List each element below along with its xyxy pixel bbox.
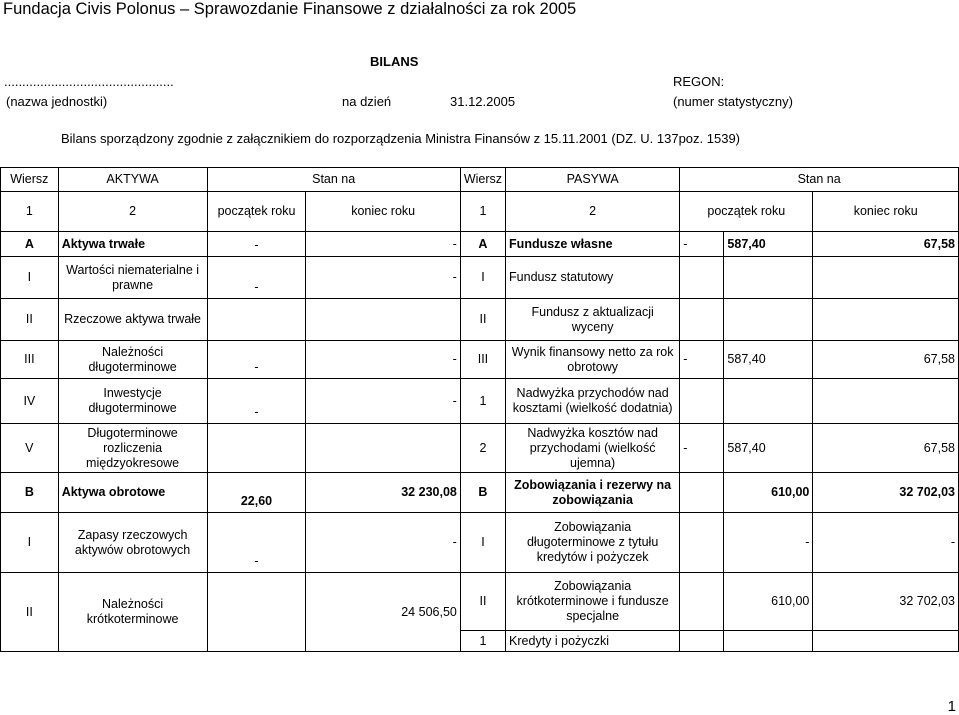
liability-start-value: -	[680, 424, 724, 473]
liability-mid-value: 587,40	[724, 232, 813, 257]
liability-end-value: 67,58	[813, 424, 959, 473]
asset-start-value: 22,60	[207, 473, 306, 513]
col-num-2: 2	[58, 192, 207, 232]
liability-mid-value: 587,40	[724, 424, 813, 473]
row-num: II	[460, 573, 505, 631]
liability-start-value	[680, 573, 724, 631]
col-aktywa: AKTYWA	[58, 168, 207, 192]
row-num: B	[460, 473, 505, 513]
liability-mid-value: 610,00	[724, 573, 813, 631]
liability-start-value	[680, 513, 724, 573]
liability-name: Wynik finansowy netto za rok obrotowy	[506, 341, 680, 379]
liability-start-value: -	[680, 232, 724, 257]
asset-name: Zapasy rzeczowych aktywów obrotowych	[58, 513, 207, 573]
row-num: I	[1, 257, 59, 299]
table-row	[1, 513, 959, 573]
table-row	[1, 473, 959, 513]
row-num: III	[1, 341, 59, 379]
row-num: B	[1, 473, 59, 513]
liability-mid-value	[724, 257, 813, 299]
liability-end-value: 67,58	[813, 341, 959, 379]
table-row	[1, 341, 959, 379]
asset-end-value: 32 230,08	[306, 473, 460, 513]
liability-end-value: 67,58	[813, 232, 959, 257]
row-num: V	[1, 424, 59, 473]
table-row	[1, 299, 959, 341]
liability-start-value	[680, 379, 724, 424]
col-num-5: 2	[506, 192, 680, 232]
row-num: 2	[460, 424, 505, 473]
liability-end-value: -	[813, 513, 959, 573]
liability-start-value	[680, 257, 724, 299]
asset-end-value: 24 506,50	[306, 573, 460, 652]
col-poczatek-2: początek roku	[680, 192, 813, 232]
bilans-heading: BILANS	[370, 54, 419, 69]
document-title: Fundacja Civis Polonus – Sprawozdanie Finansowe z działalności za rok 2005	[3, 0, 577, 18]
liability-start-value	[680, 631, 724, 652]
asset-end-value: -	[306, 232, 460, 257]
header-row-2	[1, 192, 959, 232]
regon-label: REGON:	[673, 74, 725, 89]
asset-start-value: -	[207, 232, 306, 257]
col-num-4: 1	[460, 192, 505, 232]
liability-start-value	[680, 473, 724, 513]
row-num: A	[1, 232, 59, 257]
asset-start-value: -	[207, 341, 306, 379]
asset-end-value: -	[306, 341, 460, 379]
col-wiersz: Wiersz	[1, 168, 59, 192]
liability-end-value	[813, 379, 959, 424]
asset-name: Wartości niematerialne i prawne	[58, 257, 207, 299]
row-num: I	[460, 513, 505, 573]
na-dzien-label: na dzień	[342, 94, 392, 109]
asset-name: Należności krótkoterminowe	[58, 573, 207, 652]
unit-name-caption: (nazwa jednostki)	[6, 94, 108, 109]
col-koniec: koniec roku	[306, 192, 460, 232]
liability-end-value	[813, 299, 959, 341]
asset-start-value	[207, 573, 306, 652]
liability-end-value: 32 702,03	[813, 473, 959, 513]
col-pasywa: PASYWA	[506, 168, 680, 192]
asset-start-value: -	[207, 257, 306, 299]
row-num: A	[460, 232, 505, 257]
liability-end-value	[813, 257, 959, 299]
asset-end-value: -	[306, 257, 460, 299]
col-koniec-2: koniec roku	[813, 192, 959, 232]
liability-name: Zobowiązania długoterminowe z tytułu kredytów i pożyczek	[506, 513, 680, 573]
col-wiersz-2: Wiersz	[460, 168, 505, 192]
asset-name: Rzeczowe aktywa trwałe	[58, 299, 207, 341]
unit-name-dots: ...............................................	[4, 74, 174, 89]
liability-mid-value	[724, 299, 813, 341]
liability-name: Kredyty i pożyczki	[506, 631, 680, 652]
asset-end-value	[306, 299, 460, 341]
liability-mid-value: 587,40	[724, 341, 813, 379]
asset-start-value: -	[207, 379, 306, 424]
table-row	[1, 573, 959, 631]
table-row	[1, 257, 959, 299]
col-stan-na-2: Stan na	[680, 168, 959, 192]
liability-name: Fundusze własne	[506, 232, 680, 257]
page-number: 1	[947, 698, 956, 715]
row-num: III	[460, 341, 505, 379]
table-row	[1, 424, 959, 473]
table-row	[1, 379, 959, 424]
row-num: II	[1, 299, 59, 341]
asset-name: Należności długoterminowe	[58, 341, 207, 379]
col-num-1: 1	[1, 192, 59, 232]
liability-mid-value: -	[724, 513, 813, 573]
liability-mid-value	[724, 631, 813, 652]
asset-name: Inwestycje długoterminowe	[58, 379, 207, 424]
liability-end-value	[813, 631, 959, 652]
asset-end-value: -	[306, 379, 460, 424]
col-stan-na: Stan na	[207, 168, 460, 192]
col-poczatek: początek roku	[207, 192, 306, 232]
row-num: IV	[1, 379, 59, 424]
liability-start-value: -	[680, 341, 724, 379]
table-row	[1, 232, 959, 257]
asset-name: Długoterminowe rozliczenia międzyokresowe	[58, 424, 207, 473]
asset-end-value	[306, 424, 460, 473]
row-num: 1	[460, 631, 505, 652]
row-num: I	[1, 513, 59, 573]
liability-name: Fundusz statutowy	[506, 257, 680, 299]
liability-end-value: 32 702,03	[813, 573, 959, 631]
row-num: 1	[460, 379, 505, 424]
liability-start-value	[680, 299, 724, 341]
row-num: I	[460, 257, 505, 299]
stat-number-caption: (numer statystyczny)	[673, 94, 793, 109]
liability-name: Zobowiązania krótkoterminowe i fundusze specjalne	[506, 573, 680, 631]
legal-basis: Bilans sporządzony zgodnie z załącznikiem do rozporządzenia Ministra Finansów z 15.11.2001 (DZ. U. 137poz. 1539)	[61, 131, 741, 146]
liability-name: Nadwyżka przychodów nad kosztami (wielkość dodatnia)	[506, 379, 680, 424]
asset-name: Aktywa trwałe	[58, 232, 207, 257]
row-num: II	[1, 573, 59, 652]
liability-name: Nadwyżka kosztów nad przychodami (wielkość ujemna)	[506, 424, 680, 473]
asset-start-value: -	[207, 513, 306, 573]
asset-end-value: -	[306, 513, 460, 573]
liability-mid-value: 610,00	[724, 473, 813, 513]
asset-start-value	[207, 424, 306, 473]
balance-sheet-table	[0, 167, 959, 652]
row-num: II	[460, 299, 505, 341]
liability-name: Zobowiązania i rezerwy na zobowiązania	[506, 473, 680, 513]
liability-name: Fundusz z aktualizacji wyceny	[506, 299, 680, 341]
asset-name: Aktywa obrotowe	[58, 473, 207, 513]
liability-mid-value	[724, 379, 813, 424]
balance-date: 31.12.2005	[450, 94, 516, 109]
asset-start-value	[207, 299, 306, 341]
header-row-1	[1, 168, 959, 192]
